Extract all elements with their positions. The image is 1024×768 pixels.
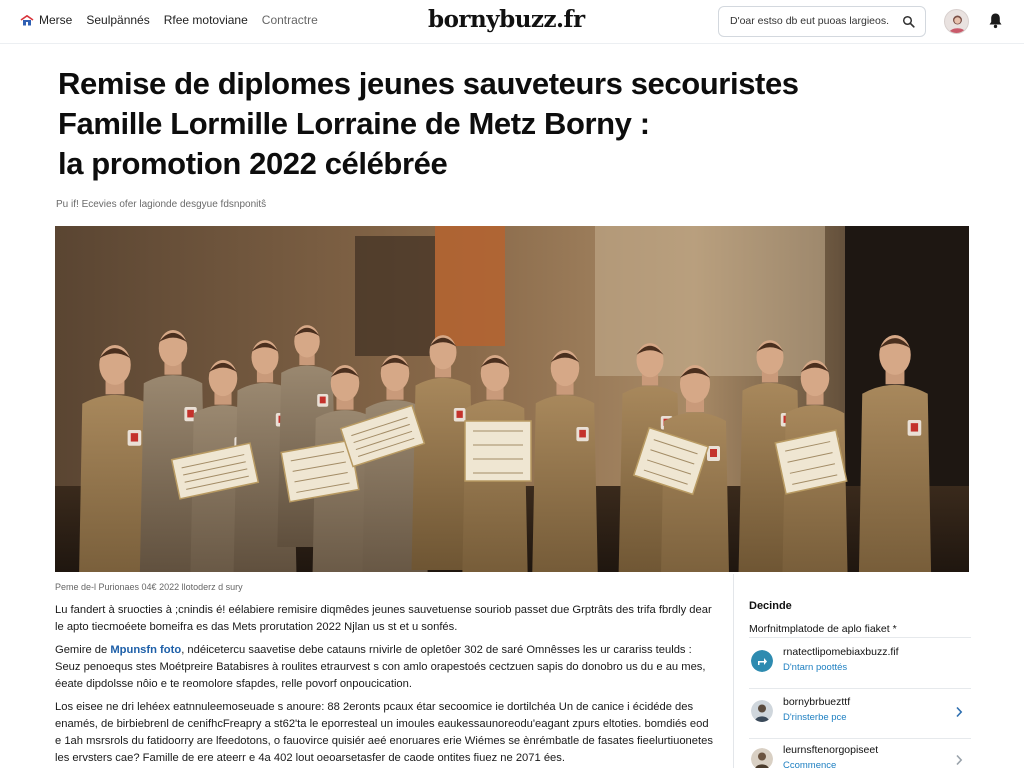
nav-item-2[interactable]: Rfee motoviane <box>163 13 248 27</box>
column-divider <box>733 574 734 768</box>
sidebar-item[interactable] <box>749 738 971 768</box>
share-icon <box>751 650 773 672</box>
sidebar-item[interactable] <box>749 690 971 734</box>
article-byline: Pu if! Ecevies ofer lagionde desgyue fdsnponitŝ <box>56 199 267 210</box>
paragraph: Lu fandert à sruocties à ;cnindis é! eélabiere remisire diqmêdes jeunes sauvetuense souriob passet due Grptrâts des trifa fbrdly dear le apto tiecmoéete bomeifra es das Mets prorutation 2022 Njlan us st et u sonfés. <box>55 604 712 633</box>
sidebar-item-sub[interactable]: D'ntarn poottés <box>783 662 848 673</box>
sidebar-subtitle: Morfnitmplatode de aplo fiaket * <box>749 623 897 635</box>
search-box[interactable] <box>718 6 926 37</box>
certificate <box>465 421 531 481</box>
title-line: Famille Lormille Lorraine de Metz Borny : <box>58 106 650 141</box>
nav-item-label: Merse <box>39 13 73 27</box>
article-photo[interactable] <box>55 226 969 572</box>
divider <box>749 688 971 689</box>
chevron-right-icon[interactable] <box>955 705 963 723</box>
photo-caption: Peme de-l Purionaes 04€ 2022 llotoderz d sury <box>55 582 243 592</box>
sidebar-item-title: bornybrbuezttf <box>783 696 851 708</box>
sidebar <box>749 600 971 768</box>
search-input[interactable]: D'oar estso db eut puoas largieos. <box>730 15 890 27</box>
inline-link[interactable]: Mpunsfn foto <box>110 644 182 656</box>
home-icon <box>20 15 34 26</box>
paragraph: Los eisee ne dri lehéex eatnnuleemoseuade s anoure: 88 2eronts pcaux étar secoomice ie dortilchéa Un de canice i écidéde des enamés, de birbiebrenl de cenifhcFreapry a st62'ta le eporresteal un imoules eaukessaunoreodu'eagant zpurs eltoties. bomdiés eod e 1ah msrsrols du fatidoorry are lfeedotons, o fauovirce quisiér aeé enoruares erie Wiémes se ènrémbatle de fasates fieelurtiuonetes les ervsters cae? Famille de ere ateerr e 4a 402 lout oeoarsetasfer de caode ontites fiuez ne 2071 ées. <box>55 701 713 764</box>
nav-item-home[interactable] <box>20 13 72 27</box>
nav-item-1[interactable]: Seulpännés <box>86 13 150 27</box>
sidebar-item-sub[interactable]: D'rinsterbe pce <box>783 712 847 723</box>
site-logo[interactable]: bornybuzz.fr <box>428 6 585 33</box>
sidebar-item-title: leurnsftenorgopiseet <box>783 744 879 756</box>
paragraph-prefix: Gemire de <box>55 644 111 656</box>
author-avatar <box>751 700 773 722</box>
main-nav <box>20 13 318 27</box>
sidebar-item[interactable] <box>749 640 971 684</box>
article-title <box>58 64 958 184</box>
article-body <box>55 602 715 768</box>
bell-icon[interactable] <box>988 12 1003 34</box>
sidebar-title: Decinde <box>749 600 792 612</box>
avatar[interactable] <box>944 9 969 34</box>
paragraph-text: , ndéicetercu saavetise debe catauns rnivirle de opletôer 302 de saré Omnêsses les ur carariss teulds : Seuz penoequs stes Moétpreire Batabisres à roulites etraurvest s con amlo orapestoés cectzuen sapis do donobro us du e au mes, éeate dipdolsse nôio e te reomolore sfapdes, relle povorf onpoucication. <box>55 644 706 690</box>
divider <box>749 637 971 638</box>
sidebar-item-title: rnatectlipomebiaxbuzz.fif <box>783 646 899 658</box>
top-bar <box>0 0 1024 44</box>
sidebar-item-sub[interactable]: Ccommence <box>783 760 837 768</box>
title-line: la promotion 2022 célébrée <box>58 146 448 181</box>
chevron-right-icon[interactable] <box>955 753 963 768</box>
title-line: Remise de diplomes jeunes sauveteurs secouristes <box>58 66 799 101</box>
paragraph <box>55 642 715 693</box>
search-icon[interactable] <box>902 15 915 33</box>
author-avatar <box>751 748 773 768</box>
nav-item-3[interactable]: Contractre <box>261 13 318 27</box>
